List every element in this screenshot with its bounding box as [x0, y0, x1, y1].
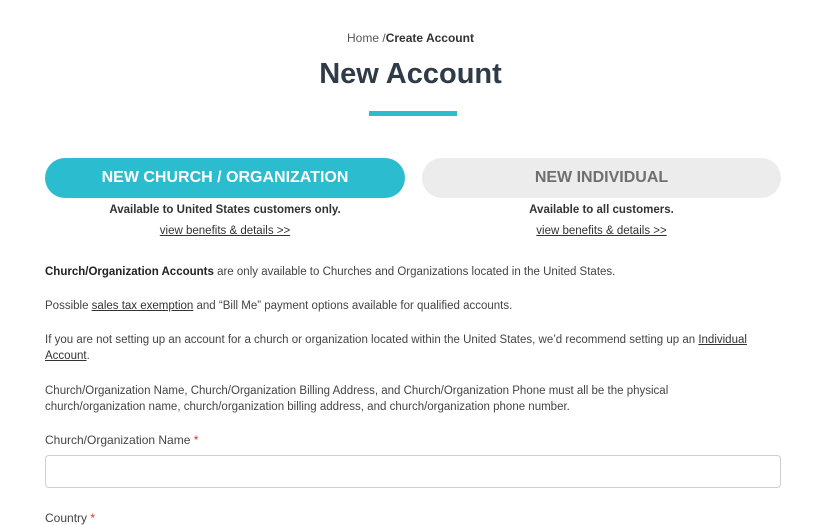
info-paragraph-eligibility: [45, 264, 781, 280]
country-label-text: Country: [45, 511, 88, 525]
info-paragraph-individual: [45, 332, 781, 364]
info-individual-after: .: [86, 350, 90, 362]
info-paragraph-tax: [45, 298, 781, 314]
info-paragraph-requirements: Church/Organization Name, Church/Organization Billing Address, and Church/Organization Phone must all be the physical church/organization name, church/organization billing address, and church/organization phone number.: [45, 385, 669, 413]
church-benefits-link[interactable]: view benefits & details >>: [159, 225, 291, 237]
church-availability-text: Available to United States customers only.: [109, 204, 341, 216]
page-title: New Account: [319, 58, 502, 90]
breadcrumb: [0, 31, 821, 45]
tab-new-church-organization[interactable]: NEW CHURCH / ORGANIZATION: [45, 158, 405, 198]
breadcrumb-current: Create Account: [385, 31, 474, 45]
individual-benefits-link[interactable]: view benefits & details >>: [536, 225, 667, 237]
org-name-label: [45, 433, 198, 447]
org-name-input[interactable]: [45, 455, 781, 488]
title-underline: [369, 111, 457, 116]
individual-account-link[interactable]: Individual Account: [45, 334, 747, 362]
breadcrumb-separator: /: [382, 31, 386, 45]
country-label: [45, 511, 95, 525]
info-eligibility-text: are only available to Churches and Organizations located in the United States.: [213, 266, 616, 278]
required-mark: *: [90, 511, 96, 525]
individual-benefits-wrapper: [422, 225, 781, 237]
tab-new-individual[interactable]: NEW INDIVIDUAL: [422, 158, 781, 198]
individual-availability-text: Available to all customers.: [529, 204, 674, 216]
church-benefits-wrapper: [45, 225, 405, 237]
info-tax-before: Possible: [45, 300, 92, 312]
info-individual-before: If you are not setting up an account for a church or organization located within the United States, we’d recommend setting up an: [45, 334, 699, 346]
info-tax-after: and “Bill Me” payment options available for qualified accounts.: [193, 300, 513, 312]
org-name-label-text: Church/Organization Name: [45, 433, 191, 447]
required-mark: *: [193, 433, 199, 447]
breadcrumb-home-link[interactable]: Home: [347, 31, 380, 45]
info-bold-account-type: Church/Organization Accounts: [45, 266, 214, 278]
sales-tax-exemption-link[interactable]: sales tax exemption: [91, 300, 194, 312]
